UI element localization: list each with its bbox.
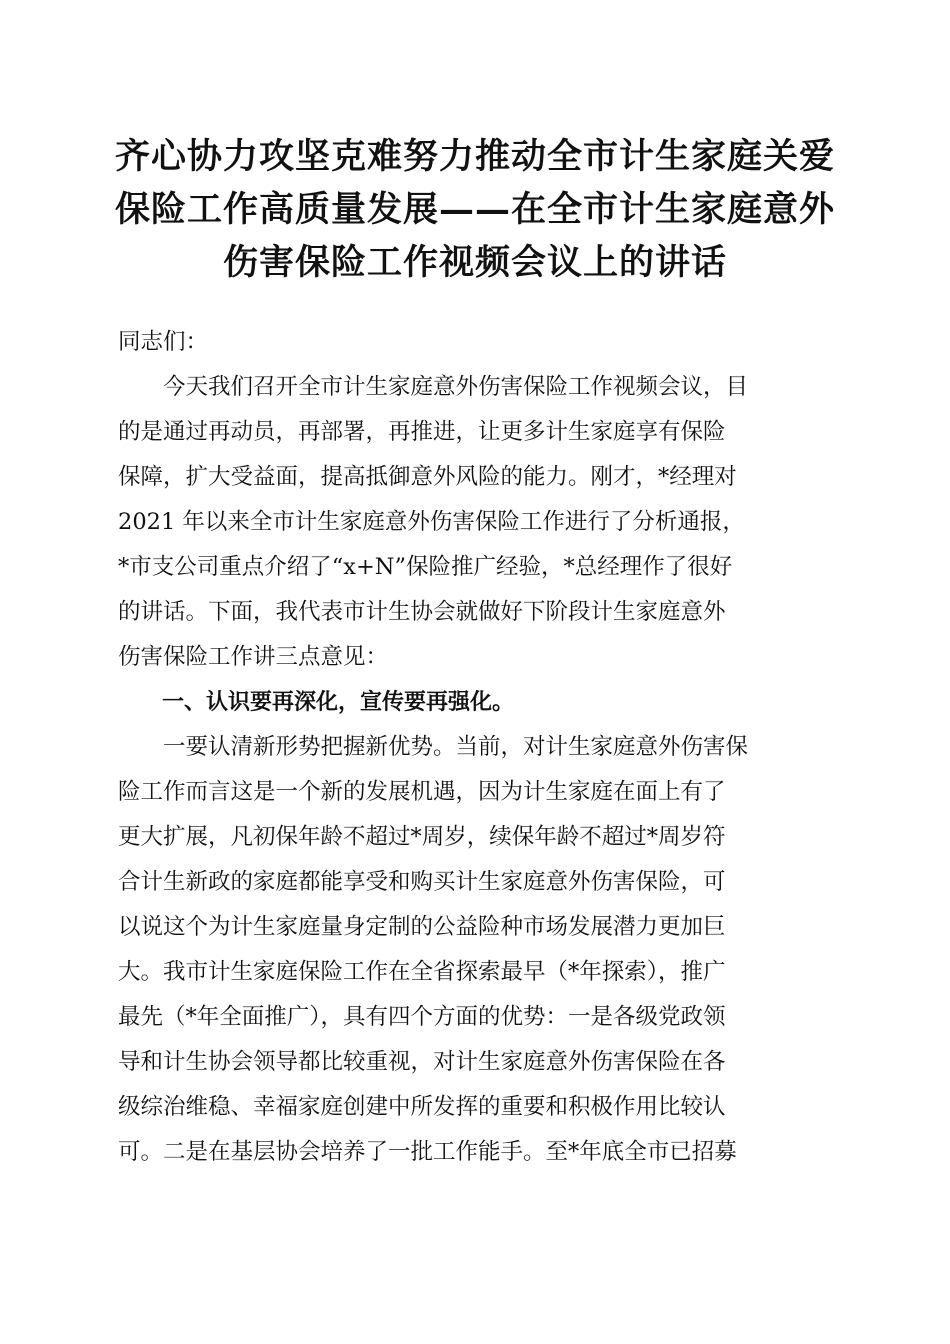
paragraph-line: 险工作而言这是一个新的发展机遇，因为计生家庭在面上有了: [118, 779, 726, 805]
document-title: [110, 130, 840, 289]
paragraph-line: 2021 年以来全市计生家庭意外伤害保险工作进行了分析通报，: [118, 509, 745, 535]
paragraph-line: 的讲话。下面，我代表市计生协会就做好下阶段计生家庭意外: [118, 599, 726, 625]
paragraph-line: *市支公司重点介绍了“x+N”保险推广经验，*总经理作了很好: [118, 554, 733, 580]
intro-paragraph: [118, 365, 830, 680]
title-line: 伤害保险工作视频会议上的讲话: [222, 242, 727, 283]
paragraph-line: 一要认清新形势把握新优势。当前，对计生家庭意外伤害保: [118, 734, 749, 760]
paragraph-line: 的是通过再动员，再部署，再推进，让更多计生家庭享有保险: [118, 419, 726, 445]
greeting: 同志们：: [118, 329, 209, 355]
paragraph-line: 导和计生协会领导都比较重视，对计生家庭意外伤害保险在各: [118, 1049, 726, 1075]
paragraph-line: 可。二是在基层协会培养了一批工作能手。至*年底全市已招募: [118, 1139, 737, 1165]
paragraph-line: 今天我们召开全市计生家庭意外伤害保险工作视频会议，目: [118, 374, 749, 400]
paragraph-line: 大。我市计生家庭保险工作在全省探索最早（*年探索），推广: [118, 959, 726, 985]
section-heading: 一、认识要再深化，宣传要再强化。: [118, 690, 515, 715]
paragraph-line: 保障，扩大受益面，提高抵御意外风险的能力。刚才，*经理对: [118, 464, 737, 490]
title-line: 保险工作高质量发展——在全市计生家庭意外: [114, 189, 835, 230]
speech-body: [118, 320, 830, 1175]
title-line: 齐心协力攻坚克难努力推动全市计生家庭关爱: [114, 136, 835, 177]
paragraph-line: 级综治维稳、幸福家庭创建中所发挥的重要和积极作用比较认: [118, 1094, 726, 1120]
paragraph-line: 更大扩展，凡初保年龄不超过*周岁，续保年龄不超过*周岁符: [118, 824, 726, 850]
paragraph-line: 伤害保险工作讲三点意见：: [118, 644, 389, 670]
paragraph-line: 以说这个为计生家庭量身定制的公益险种市场发展潜力更加巨: [118, 914, 726, 940]
section-paragraph: [118, 725, 830, 1175]
paragraph-line: 合计生新政的家庭都能享受和购买计生家庭意外伤害保险，可: [118, 869, 726, 895]
paragraph-line: 最先（*年全面推广），具有四个方面的优势：一是各级党政领: [118, 1004, 726, 1030]
